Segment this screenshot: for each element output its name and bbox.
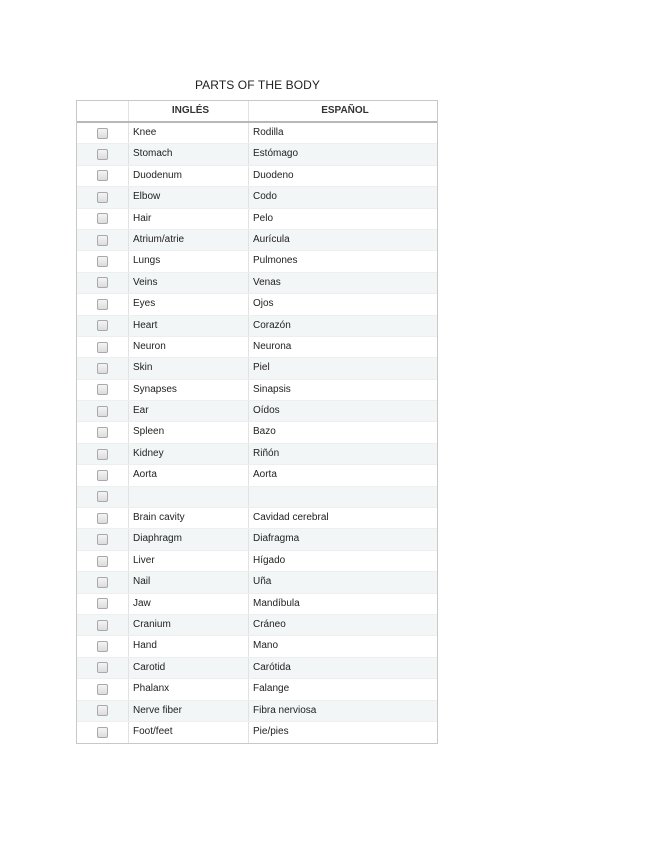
row-checkbox-cell [77,594,129,614]
spanish-term [249,487,437,507]
english-term: Foot/feet [129,722,249,743]
spanish-term: Cavidad cerebral [253,512,329,524]
row-checkbox[interactable] [97,620,108,631]
row-checkbox[interactable] [97,470,108,481]
spanish-term: Fibra nerviosa [253,704,317,716]
table-row [77,380,437,401]
spanish-term: Pelo [253,212,274,224]
table-row [77,187,437,208]
row-checkbox-cell [77,615,129,635]
table-row [77,487,437,508]
row-checkbox-cell [77,123,129,143]
english-term: Spleen [129,422,249,442]
page-title: PARTS OF THE BODY [194,78,321,92]
row-checkbox-cell [77,401,129,421]
spanish-term: Codo [253,191,277,203]
row-checkbox[interactable] [97,213,108,224]
header-english: INGLÉS [129,101,249,121]
table-row [77,551,437,572]
row-checkbox-cell [77,551,129,571]
english-term: Stomach [129,144,249,164]
header-spanish: ESPAÑOL [321,105,369,116]
row-checkbox[interactable] [97,705,108,716]
table-row [77,529,437,550]
row-checkbox[interactable] [97,363,108,374]
english-term [129,487,249,507]
row-checkbox-cell [77,636,129,656]
spanish-term: Neurona [253,340,292,352]
table-row [77,722,437,743]
row-checkbox[interactable] [97,556,108,567]
table-row [77,230,437,251]
english-term: Nerve fiber [129,701,249,721]
spanish-term: Venas [253,276,281,288]
header-checkbox-column [77,101,129,121]
spanish-term: Aorta [253,469,277,481]
row-checkbox-cell [77,337,129,357]
spanish-term: Piel [253,362,270,374]
spanish-term: Riñón [253,447,280,459]
row-checkbox[interactable] [97,684,108,695]
row-checkbox[interactable] [97,641,108,652]
table-row [77,465,437,486]
table-row [77,508,437,529]
row-checkbox[interactable] [97,149,108,160]
row-checkbox[interactable] [97,427,108,438]
spanish-term: Rodilla [253,127,284,138]
english-term: Atrium/atrie [129,230,249,250]
spanish-term: Hígado [253,554,286,566]
table-row [77,636,437,657]
table-row [77,294,437,315]
spanish-term: Uña [253,576,272,588]
spanish-term: Pie/pies [253,725,289,737]
table-row [77,316,437,337]
english-term: Cranium [129,615,249,635]
spanish-term: Falange [253,683,290,695]
row-checkbox[interactable] [97,235,108,246]
row-checkbox-cell [77,508,129,528]
row-checkbox-cell [77,722,129,743]
row-checkbox[interactable] [97,513,108,524]
spanish-term: Sinapsis [253,383,291,395]
row-checkbox-cell [77,380,129,400]
row-checkbox-cell [77,701,129,721]
row-checkbox-cell [77,529,129,549]
english-term: Carotid [129,658,249,678]
spanish-term: Oídos [253,405,280,417]
row-checkbox-cell [77,251,129,271]
english-term: Neuron [129,337,249,357]
spanish-term: Pulmones [253,255,298,267]
row-checkbox[interactable] [97,192,108,203]
spanish-term: Corazón [253,319,291,331]
row-checkbox[interactable] [97,727,108,738]
table-row [77,615,437,636]
spanish-term: Ojos [253,298,274,310]
row-checkbox[interactable] [97,170,108,181]
spanish-term: Cráneo [253,618,286,630]
row-checkbox-cell [77,572,129,592]
table-row [77,701,437,722]
english-term: Aorta [129,465,249,485]
spanish-term: Carótida [253,661,291,673]
english-term: Ear [129,401,249,421]
vocabulary-table [76,100,438,744]
english-term: Elbow [129,187,249,207]
english-term: Nail [129,572,249,592]
english-term: Phalanx [129,679,249,699]
row-checkbox[interactable] [97,577,108,588]
table-row [77,209,437,230]
english-term: Kidney [129,444,249,464]
row-checkbox[interactable] [97,342,108,353]
spanish-term: Bazo [253,426,276,438]
row-checkbox[interactable] [97,384,108,395]
row-checkbox[interactable] [97,320,108,331]
english-term: Liver [129,551,249,571]
table-row [77,444,437,465]
english-term: Hand [129,636,249,656]
table-row [77,594,437,615]
row-checkbox-cell [77,358,129,378]
row-checkbox[interactable] [97,299,108,310]
english-term: Hair [129,209,249,229]
table-row [77,123,437,144]
english-term: Synapses [129,380,249,400]
row-checkbox[interactable] [97,277,108,288]
row-checkbox[interactable] [97,449,108,460]
spanish-term: Duodeno [253,169,294,181]
english-term: Jaw [129,594,249,614]
row-checkbox-cell [77,166,129,186]
row-checkbox-cell [77,487,129,507]
table-row [77,679,437,700]
english-term: Lungs [129,251,249,271]
table-row [77,358,437,379]
row-checkbox-cell [77,187,129,207]
english-term: Knee [129,123,249,143]
english-term: Heart [129,316,249,336]
row-checkbox-cell [77,294,129,314]
table-row [77,658,437,679]
table-row [77,422,437,443]
row-checkbox-cell [77,658,129,678]
row-checkbox[interactable] [97,256,108,267]
row-checkbox[interactable] [97,491,108,502]
row-checkbox-cell [77,273,129,293]
row-checkbox[interactable] [97,534,108,545]
row-checkbox[interactable] [97,662,108,673]
row-checkbox[interactable] [97,598,108,609]
spanish-term: Mano [253,640,279,652]
table-body [77,123,437,743]
english-term: Duodenum [129,166,249,186]
row-checkbox[interactable] [97,406,108,417]
row-checkbox-cell [77,316,129,336]
table-row [77,166,437,187]
row-checkbox[interactable] [97,128,108,139]
table-row [77,251,437,272]
english-term: Veins [129,273,249,293]
spanish-term: Mandíbula [253,597,300,609]
spanish-term: Estómago [253,148,299,160]
table-header [77,101,437,123]
row-checkbox-cell [77,422,129,442]
row-checkbox-cell [77,209,129,229]
table-row [77,337,437,358]
row-checkbox-cell [77,230,129,250]
table-row [77,144,437,165]
row-checkbox-cell [77,444,129,464]
english-term: Diaphragm [129,529,249,549]
spanish-term: Aurícula [253,233,290,245]
table-row [77,572,437,593]
english-term: Skin [129,358,249,378]
spanish-term: Diafragma [253,533,300,545]
table-row [77,273,437,294]
table-row [77,401,437,422]
english-term: Brain cavity [129,508,249,528]
row-checkbox-cell [77,679,129,699]
row-checkbox-cell [77,465,129,485]
row-checkbox-cell [77,144,129,164]
english-term: Eyes [129,294,249,314]
